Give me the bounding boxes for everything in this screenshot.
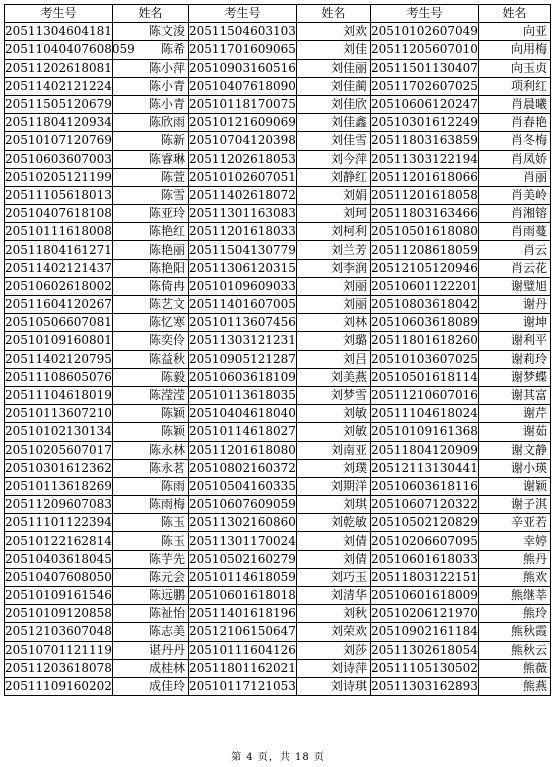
- student-name-cell: 刘璞: [297, 459, 371, 477]
- table-row: [5, 277, 551, 295]
- student-name-cell: 刘巧玉: [297, 568, 371, 586]
- exam-number-cell: 20511604120267: [5, 296, 113, 314]
- student-name-cell: 刘南亚: [297, 441, 371, 459]
- student-name-cell: 陈萱: [113, 168, 189, 186]
- exam-number-cell: 20510117121053: [189, 677, 297, 695]
- table-row: [5, 496, 551, 514]
- roster-body: [5, 23, 551, 696]
- student-name-cell: 刘琪: [297, 496, 371, 514]
- exam-number-cell: 20512106150647: [189, 623, 297, 641]
- student-name-cell: 刘倩: [297, 532, 371, 550]
- exam-number-cell: 20511104618024: [371, 405, 479, 423]
- exam-number-cell: 20510102607051: [189, 168, 297, 186]
- exam-number-cell: 20511303121231: [189, 332, 297, 350]
- exam-number-cell: 20510607120322: [371, 496, 479, 514]
- exam-number-cell: 20510102607049: [371, 23, 479, 41]
- exam-number-cell: 20511301163083: [189, 205, 297, 223]
- exam-number-cell: 20511803163466: [371, 205, 479, 223]
- student-name-cell: 刘秋: [297, 605, 371, 623]
- table-row: [5, 168, 551, 186]
- header-exam-number-1: 考生号: [5, 5, 113, 23]
- exam-number-cell: 20510109609033: [189, 277, 297, 295]
- exam-number-cell: 20510501618114: [371, 368, 479, 386]
- exam-number-cell: 20510113618035: [189, 386, 297, 404]
- student-name-cell: 成佳玲: [113, 677, 189, 695]
- exam-number-cell: 20511801618260: [371, 332, 479, 350]
- student-name-cell: 陈小萍: [113, 59, 189, 77]
- exam-number-cell: 20511208618059: [371, 241, 479, 259]
- exam-number-cell: 20510802160372: [189, 459, 297, 477]
- exam-number-cell: 20511303122194: [371, 150, 479, 168]
- exam-number-cell: 20510902161184: [371, 623, 479, 641]
- table-row: [5, 259, 551, 277]
- student-name-cell: 谢梦蝶: [479, 368, 551, 386]
- exam-number-cell: 20511201618058: [371, 186, 479, 204]
- exam-number-cell: 20510603618089: [371, 314, 479, 332]
- exam-number-cell: 20510113618269: [5, 477, 113, 495]
- exam-number-cell: 20511501130407: [371, 59, 479, 77]
- student-name-cell: 刘丽: [297, 296, 371, 314]
- student-name-cell: 成桂林: [113, 659, 189, 677]
- exam-number-cell: 20510602618002: [5, 277, 113, 295]
- exam-number-cell: 20510114618059: [189, 568, 297, 586]
- table-row: [5, 41, 551, 59]
- student-name-cell: 陈倚冉: [113, 277, 189, 295]
- student-name-cell: 陈元会: [113, 568, 189, 586]
- exam-number-cell: 20510301612249: [371, 114, 479, 132]
- student-name-cell: 刘娟: [297, 186, 371, 204]
- student-name-cell: 陈艺文: [113, 296, 189, 314]
- student-name-cell: 陈雨: [113, 477, 189, 495]
- student-name-cell: 肖湘镕: [479, 205, 551, 223]
- student-name-cell: 谌丹丹: [113, 641, 189, 659]
- student-name-cell: 陈志美: [113, 623, 189, 641]
- student-name-cell: 陈玉: [113, 514, 189, 532]
- table-row: [5, 314, 551, 332]
- header-name-3: 姓名: [479, 5, 551, 23]
- table-row: [5, 532, 551, 550]
- student-name-cell: 熊玲: [479, 605, 551, 623]
- student-name-cell: 刘佳雪: [297, 132, 371, 150]
- student-name-cell: 肖晨曦: [479, 95, 551, 113]
- student-name-cell: 熊秋霞: [479, 623, 551, 641]
- student-name-cell: 谢利平: [479, 332, 551, 350]
- student-name-cell: 谢茹: [479, 423, 551, 441]
- exam-number-cell: 20510903160516: [189, 59, 297, 77]
- student-name-cell: 陈艳阳: [113, 259, 189, 277]
- exam-number-cell: 20511210607016: [371, 386, 479, 404]
- student-name-cell: 陈永茗: [113, 459, 189, 477]
- exam-number-cell: 20511701609065: [189, 41, 297, 59]
- exam-number-cell: 20511402121224: [5, 77, 113, 95]
- student-name-cell: 向亚: [479, 23, 551, 41]
- student-name-cell: 陈新: [113, 132, 189, 150]
- student-name-cell: 肖云花: [479, 259, 551, 277]
- header-name-2: 姓名: [297, 5, 371, 23]
- table-row: [5, 641, 551, 659]
- student-name-cell: 谢芹: [479, 405, 551, 423]
- student-name-cell: 刘佳欣: [297, 95, 371, 113]
- student-name-cell: 肖冬梅: [479, 132, 551, 150]
- exam-number-cell: 20510114618027: [189, 423, 297, 441]
- student-name-cell: 刘莎: [297, 641, 371, 659]
- exam-number-cell: 20510601122201: [371, 277, 479, 295]
- exam-number-cell: 20511205607010: [371, 41, 479, 59]
- student-name-cell: 肖春艳: [479, 114, 551, 132]
- exam-number-cell: 20510103607025: [371, 350, 479, 368]
- exam-number-cell: 20511702607025: [371, 77, 479, 95]
- exam-number-cell: 20511302618054: [371, 641, 479, 659]
- table-row: [5, 386, 551, 404]
- exam-number-cell: 20510206607095: [371, 532, 479, 550]
- exam-number-cell: 20510111604126: [189, 641, 297, 659]
- table-row: [5, 550, 551, 568]
- header-exam-number-2: 考生号: [189, 5, 297, 23]
- exam-number-cell: 20510113607456: [189, 314, 297, 332]
- student-name-cell: 刘林: [297, 314, 371, 332]
- student-name-cell: 谢小瑛: [479, 459, 551, 477]
- student-name-cell: 刘佳蔺: [297, 77, 371, 95]
- exam-number-cell: 20510504160335: [189, 477, 297, 495]
- student-name-cell: 刘清华: [297, 587, 371, 605]
- table-row: [5, 423, 551, 441]
- exam-number-cell: 20510122162814: [5, 532, 113, 550]
- student-name-cell: 向玉贞: [479, 59, 551, 77]
- student-name-cell: 刘敏: [297, 405, 371, 423]
- table-row: [5, 205, 551, 223]
- student-name-cell: 刘诗萍: [297, 659, 371, 677]
- exam-number-cell: 20510502160279: [189, 550, 297, 568]
- student-name-cell: 陈颖: [113, 423, 189, 441]
- student-name-cell: 刘乾敏: [297, 514, 371, 532]
- exam-number-cell: 20510603618109: [189, 368, 297, 386]
- student-name-cell: 刘期洋: [297, 477, 371, 495]
- exam-number-cell: 20511201618033: [189, 223, 297, 241]
- student-name-cell: 谢璧旭: [479, 277, 551, 295]
- student-name-cell: 肖丽: [479, 168, 551, 186]
- student-name-cell: 陈雪: [113, 186, 189, 204]
- student-name-cell: 陈颖: [113, 405, 189, 423]
- student-name-cell: 熊燕: [479, 677, 551, 695]
- exam-number-cell: 20511304604181: [5, 23, 113, 41]
- exam-number-cell: 20511303162893: [371, 677, 479, 695]
- student-name-cell: 陈小青: [113, 95, 189, 113]
- exam-number-cell: 20511803163859: [371, 132, 479, 150]
- exam-number-cell: 20511105618013: [5, 186, 113, 204]
- exam-number-cell: 20511504603103: [189, 23, 297, 41]
- table-row: [5, 514, 551, 532]
- student-name-cell: 陈欣雨: [113, 114, 189, 132]
- exam-number-cell: 20510118170075: [189, 95, 297, 113]
- student-name-cell: 肖云: [479, 241, 551, 259]
- exam-number-cell: 20510603607003: [5, 150, 113, 168]
- student-name-cell: 刘璐: [297, 332, 371, 350]
- student-name-cell: 陈祉怡: [113, 605, 189, 623]
- exam-number-cell: 20511202618053: [189, 150, 297, 168]
- student-name-cell: 陈文浚: [113, 23, 189, 41]
- exam-number-cell: 20510607609059: [189, 496, 297, 514]
- student-name-cell: 谢文静: [479, 441, 551, 459]
- student-name-cell: 辛亚若: [479, 514, 551, 532]
- student-name-cell: 刘美燕: [297, 368, 371, 386]
- exam-number-cell: 20511105130502: [371, 659, 479, 677]
- student-name-cell: 谢颖: [479, 477, 551, 495]
- table-row: [5, 477, 551, 495]
- exam-number-cell: 20510404618040: [189, 405, 297, 423]
- table-row: [5, 77, 551, 95]
- table-row: [5, 659, 551, 677]
- student-name-cell: 陈永林: [113, 441, 189, 459]
- header-row: [5, 5, 551, 23]
- student-name-cell: 陈睿琳: [113, 150, 189, 168]
- exam-number-cell: 20510803618042: [371, 296, 479, 314]
- exam-number-cell: 20511202618081: [5, 59, 113, 77]
- table-row: [5, 459, 551, 477]
- exam-number-cell: 20511803122151: [371, 568, 479, 586]
- student-name-cell: 肖雨蔓: [479, 223, 551, 241]
- student-name-cell: 陈希: [113, 41, 189, 59]
- table-row: [5, 95, 551, 113]
- exam-number-cell: 20510701121119: [5, 641, 113, 659]
- header-name-1: 姓名: [113, 5, 189, 23]
- exam-number-cell: 20510206121970: [371, 605, 479, 623]
- table-row: [5, 605, 551, 623]
- table-row: [5, 587, 551, 605]
- student-name-cell: 刘佳: [297, 41, 371, 59]
- exam-number-cell: 20510601618018: [189, 587, 297, 605]
- student-name-cell: 刘吕: [297, 350, 371, 368]
- exam-number-cell: 20510606120247: [371, 95, 479, 113]
- page-footer: 第 4 页，共 18 页: [231, 752, 325, 763]
- table-row: [5, 59, 551, 77]
- exam-number-cell: 20510704120398: [189, 132, 297, 150]
- exam-number-cell: 20511109160202: [5, 677, 113, 695]
- table-row: [5, 568, 551, 586]
- student-name-cell: 项利红: [479, 77, 551, 95]
- student-name-cell: 向用梅: [479, 41, 551, 59]
- student-name-cell: 刘诗琪: [297, 677, 371, 695]
- table-row: [5, 350, 551, 368]
- student-name-cell: 刘今萍: [297, 150, 371, 168]
- exam-number-cell: 20512113130441: [371, 459, 479, 477]
- table-row: [5, 132, 551, 150]
- exam-number-cell: 20511402121437: [5, 259, 113, 277]
- exam-number-cell: 20512105120946: [371, 259, 479, 277]
- table-row: [5, 150, 551, 168]
- exam-number-cell: 20511301170024: [189, 532, 297, 550]
- student-name-cell: 刘珂: [297, 205, 371, 223]
- student-name-cell: 陈雨梅: [113, 496, 189, 514]
- exam-number-cell: 20510113607210: [5, 405, 113, 423]
- student-name-cell: 陈艳丽: [113, 241, 189, 259]
- exam-number-cell: 20510109160801: [5, 332, 113, 350]
- exam-number-cell: 20511804120934: [5, 114, 113, 132]
- student-name-cell: 谢丹: [479, 296, 551, 314]
- exam-number-cell: 20511401618196: [189, 605, 297, 623]
- exam-number-cell: 20510301612362: [5, 459, 113, 477]
- table-row: [5, 368, 551, 386]
- table-row: [5, 441, 551, 459]
- student-name-cell: 陈忆寒: [113, 314, 189, 332]
- student-name-cell: 陈亚玲: [113, 205, 189, 223]
- exam-number-cell: 20512103607048: [5, 623, 113, 641]
- exam-number-cell: 20511402618072: [189, 186, 297, 204]
- exam-number-cell: 20510102130134: [5, 423, 113, 441]
- student-name-cell: 肖美岭: [479, 186, 551, 204]
- student-name-cell: 谢其富: [479, 386, 551, 404]
- table-row: [5, 114, 551, 132]
- student-name-cell: 刘梦雪: [297, 386, 371, 404]
- student-name-cell: 刘倩: [297, 550, 371, 568]
- exam-number-cell: 20511801162021: [189, 659, 297, 677]
- exam-number-cell: 20511104618019: [5, 386, 113, 404]
- exam-number-cell: 20511401607005: [189, 296, 297, 314]
- student-name-cell: 刘荣欢: [297, 623, 371, 641]
- exam-number-cell: 20510603618116: [371, 477, 479, 495]
- student-name-cell: 熊丹: [479, 550, 551, 568]
- exam-number-cell: 20511201618066: [371, 168, 479, 186]
- exam-number-cell: 20510109161368: [371, 423, 479, 441]
- student-name-cell: 谢坤: [479, 314, 551, 332]
- student-name-cell: 谢莉玲: [479, 350, 551, 368]
- exam-number-cell: 20510506607081: [5, 314, 113, 332]
- exam-roster-table: [4, 4, 551, 696]
- student-name-cell: 幸婷: [479, 532, 551, 550]
- exam-number-cell: 20510601618033: [371, 550, 479, 568]
- student-name-cell: 刘柯利: [297, 223, 371, 241]
- exam-number-cell: 20510407618108: [5, 205, 113, 223]
- exam-number-cell: 20510121609069: [189, 114, 297, 132]
- student-name-cell: 刘佳丽: [297, 59, 371, 77]
- exam-number-cell: 20511402120795: [5, 350, 113, 368]
- exam-number-cell: 20510109161546: [5, 587, 113, 605]
- exam-number-cell: 20510111618008: [5, 223, 113, 241]
- exam-number-cell: 20511804120909: [371, 441, 479, 459]
- exam-number-cell: 20510407618090: [189, 77, 297, 95]
- exam-number-cell: 20511505120679: [5, 95, 113, 113]
- student-name-cell: 熊薇: [479, 659, 551, 677]
- table-row: [5, 623, 551, 641]
- table-row: [5, 241, 551, 259]
- exam-number-cell: 20511302160860: [189, 514, 297, 532]
- student-name-cell: 刘静红: [297, 168, 371, 186]
- student-name-cell: 熊继莘: [479, 587, 551, 605]
- student-name-cell: 陈奕伶: [113, 332, 189, 350]
- header-exam-number-3: 考生号: [371, 5, 479, 23]
- exam-number-cell: 20511201618080: [189, 441, 297, 459]
- exam-number-cell: 20511108605076: [5, 368, 113, 386]
- exam-number-cell: 20510601618009: [371, 587, 479, 605]
- exam-number-cell: 20511804161271: [5, 241, 113, 259]
- exam-number-cell: 20510205607017: [5, 441, 113, 459]
- table-row: [5, 332, 551, 350]
- student-name-cell: 陈滢滢: [113, 386, 189, 404]
- exam-number-cell: 20511209607083: [5, 496, 113, 514]
- student-name-cell: 陈艳红: [113, 223, 189, 241]
- student-name-cell: 陈益秋: [113, 350, 189, 368]
- exam-number-cell: 20510403618045: [5, 550, 113, 568]
- exam-number-cell: 20511203618078: [5, 659, 113, 677]
- table-row: [5, 223, 551, 241]
- student-name-cell: 刘兰芳: [297, 241, 371, 259]
- student-name-cell: 肖凤娇: [479, 150, 551, 168]
- student-name-cell: 陈毅: [113, 368, 189, 386]
- exam-number-cell: 20511306120315: [189, 259, 297, 277]
- student-name-cell: 陈玉: [113, 532, 189, 550]
- table-row: [5, 186, 551, 204]
- student-name-cell: 陈远鹏: [113, 587, 189, 605]
- student-name-cell: 刘佳鑫: [297, 114, 371, 132]
- table-row: [5, 23, 551, 41]
- student-name-cell: 刘丽: [297, 277, 371, 295]
- student-name-cell: 刘李润: [297, 259, 371, 277]
- exam-number-cell: 20510501618080: [371, 223, 479, 241]
- exam-number-cell: 20510205121199: [5, 168, 113, 186]
- exam-number-cell: 20510502120829: [371, 514, 479, 532]
- exam-number-cell: 20510905121287: [189, 350, 297, 368]
- exam-number-cell: 20511040407608059: [5, 41, 113, 59]
- table-row: [5, 296, 551, 314]
- student-name-cell: 谢子淇: [479, 496, 551, 514]
- student-name-cell: 熊欢: [479, 568, 551, 586]
- student-name-cell: 刘欢: [297, 23, 371, 41]
- exam-number-cell: 20511504130779: [189, 241, 297, 259]
- student-name-cell: 刘敏: [297, 423, 371, 441]
- exam-number-cell: 20510109120858: [5, 605, 113, 623]
- exam-number-cell: 20510407608050: [5, 568, 113, 586]
- student-name-cell: 陈芋先: [113, 550, 189, 568]
- student-name-cell: 陈小青: [113, 77, 189, 95]
- exam-number-cell: 20511101122394: [5, 514, 113, 532]
- exam-number-cell: 20510107120769: [5, 132, 113, 150]
- table-row: [5, 405, 551, 423]
- student-name-cell: 熊秋云: [479, 641, 551, 659]
- table-row: [5, 677, 551, 695]
